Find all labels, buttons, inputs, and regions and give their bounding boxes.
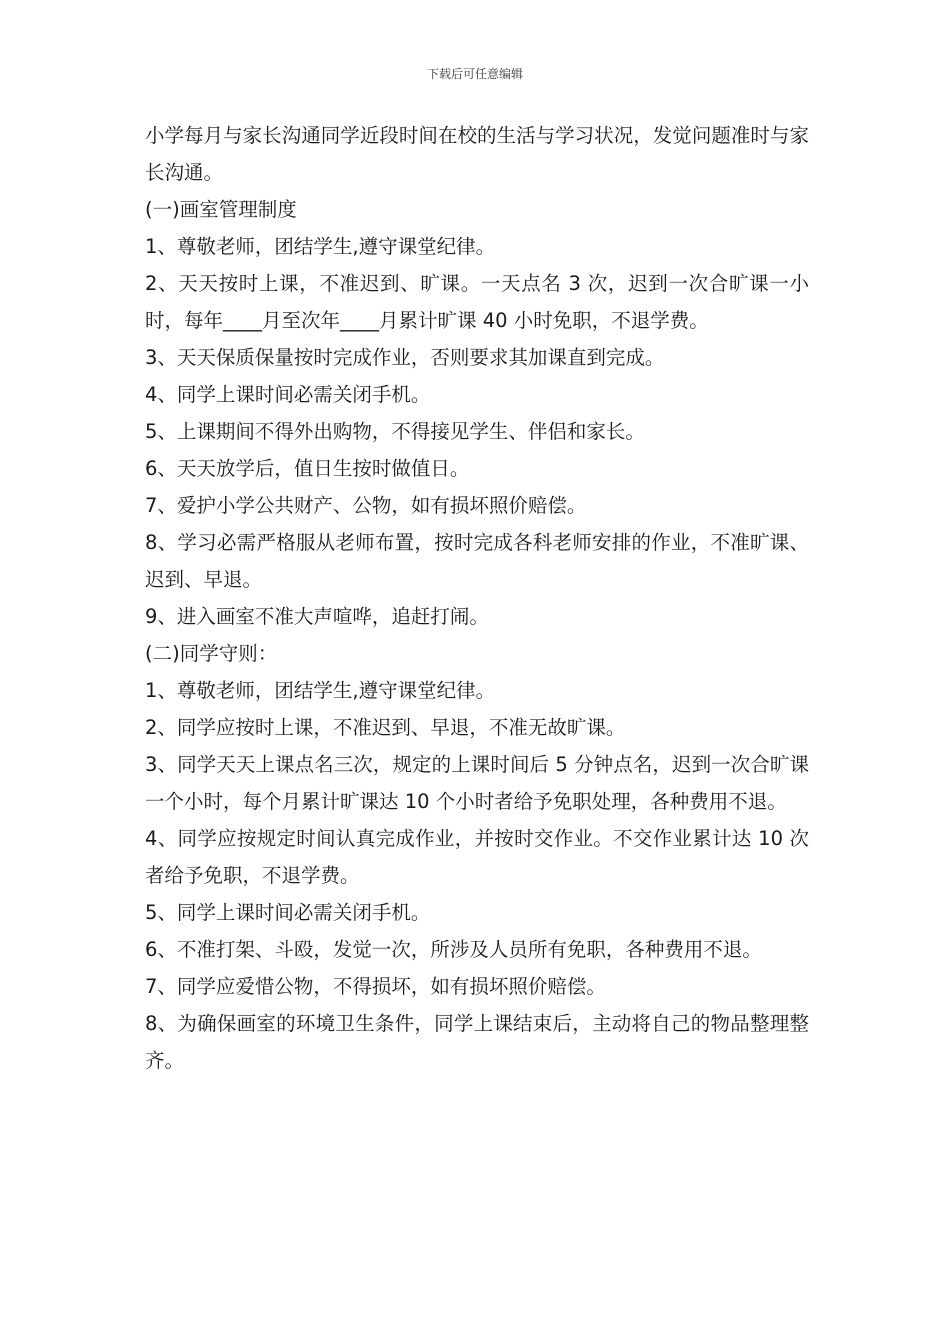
studio-rule-3: 3、天天保质保量按时完成作业，否则要求其加课直到完成。 [145,346,665,369]
student-rule-1: 1、尊敬老师，团结学生,遵守课堂纪律。 [145,679,496,702]
studio-rule-4: 4、同学上课时间必需关闭手机。 [145,383,431,406]
studio-rule-5: 5、上课期间不得外出购物，不得接见学生、伴侣和家长。 [145,420,645,443]
studio-rule-9: 9、进入画室不准大声喧哗，追赶打闹。 [145,605,489,628]
student-rule-3: 3、同学天天上课点名三次，规定的上课时间后 5 分钟点名，迟到一次合旷课一个小时，每个月累计旷课达 10 个小时者给予免职处理，各种费用不退。 [145,753,809,813]
student-rule-7: 7、同学应爱惜公物，不得损坏，如有损坏照价赔偿。 [145,975,606,998]
studio-rule-6: 6、天天放学后，值日生按时做值日。 [145,457,470,480]
student-rule-8: 8、为确保画室的环境卫生条件，同学上课结束后，主动将自己的物品整理整齐。 [145,1012,809,1072]
studio-rule-1: 1、尊敬老师，团结学生,遵守课堂纪律。 [145,235,496,258]
student-rule-6: 6、不准打架、斗殴，发觉一次，所涉及人员所有免职，各种费用不退。 [145,938,762,961]
studio-rule-2: 2、天天按时上课，不准迟到、旷课。一天点名 3 次，迟到一次合旷课一小时，每年____月至次年____月累计旷课 40 小时免职，不退学费。 [145,272,809,332]
student-rule-2: 2、同学应按时上课，不准迟到、早退，不准无故旷课。 [145,716,626,739]
studio-rule-7: 7、爱护小学公共财产、公物，如有损坏照价赔偿。 [145,494,587,517]
student-rule-5: 5、同学上课时间必需关闭手机。 [145,901,431,924]
studio-rule-8: 8、学习必需严格服从老师布置，按时完成各科老师安排的作业，不准旷课、迟到、早退。 [145,531,809,591]
intro-paragraph: 小学每月与家长沟通同学近段时间在校的生活与学习状况，发觉问题准时与家长沟通。 [145,124,809,184]
page-header-note: 下载后可任意编辑 [426,67,523,81]
section-heading-student-code: (二)同学守则： [145,642,278,665]
document-body [145,117,809,1079]
student-rule-4: 4、同学应按规定时间认真完成作业，并按时交作业。不交作业累计达 10 次者给予免职，不退学费。 [145,827,809,887]
section-heading-studio-rules: (一)画室管理制度 [145,198,297,221]
